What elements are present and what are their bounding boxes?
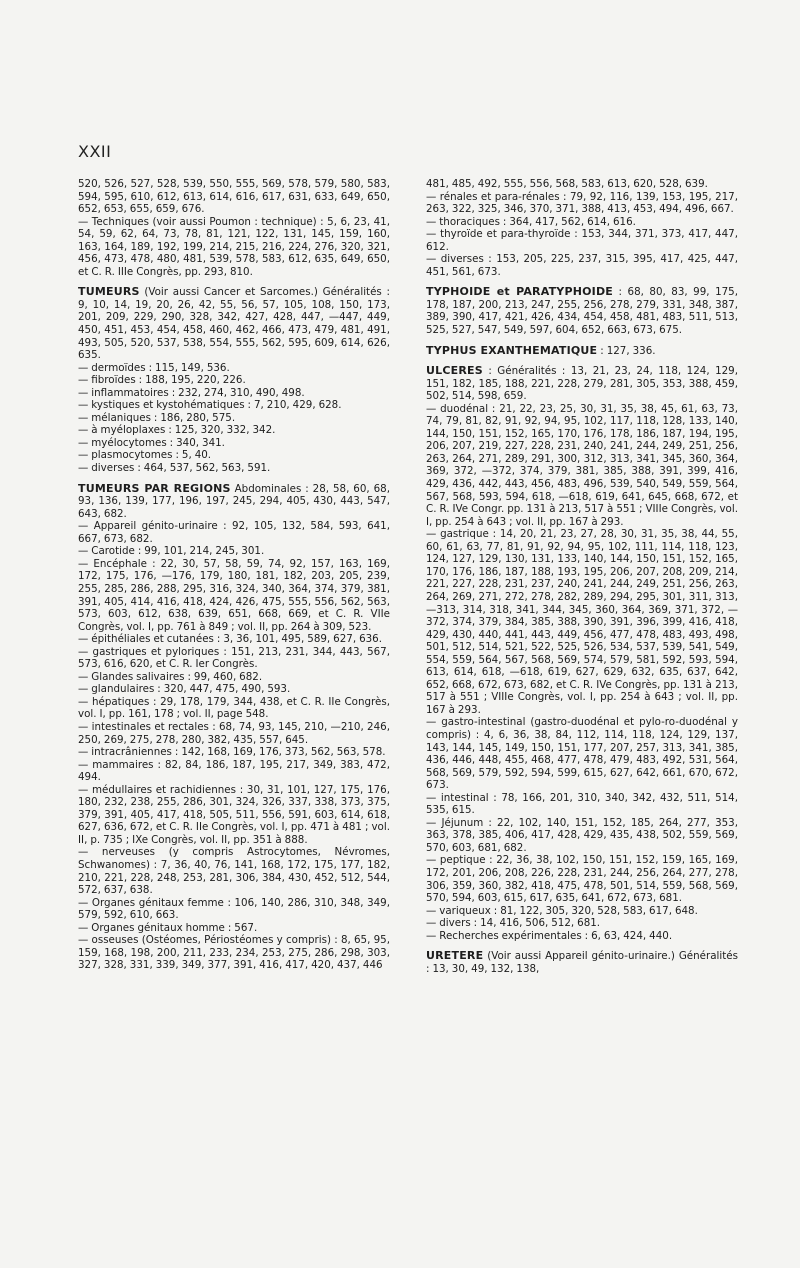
index-entry xyxy=(78,683,390,696)
entry-text: — kystiques et kystohématiques : 7, 210, 429, 628. xyxy=(78,399,342,412)
entry-text: — divers : 14, 416, 506, 512, 681. xyxy=(426,917,601,930)
entry-text: — Organes génitaux homme : 567. xyxy=(78,921,258,934)
index-entry xyxy=(426,917,738,930)
entry-text: — épithéliales et cutanées : 3, 36, 101, 495, 589, 627, 636. xyxy=(78,633,382,646)
entry-text: — rénales et para-rénales : 79, 92, 116, 139, 153, 195, 217, 263, 322, 325, 346, 370, 371, 388, 413, 453, 494, 496, 667. xyxy=(426,190,738,216)
entry-text: — nerveuses (y compris Astrocytomes, Névromes, Schwanomes) : 7, 36, 40, 76, 141, 168, 172, 175, 177, 182, 210, 221, 228, 248, 253, 281, 306, 384, 430, 452, 512, 544, 572, 637, 638. xyxy=(78,846,390,897)
index-entry xyxy=(78,646,390,671)
index-entry xyxy=(78,462,390,475)
index-entry xyxy=(426,792,738,817)
index-entry xyxy=(426,950,738,975)
entry-text: — mélaniques : 186, 280, 575. xyxy=(78,411,236,424)
entry-text: 481, 485, 492, 555, 556, 568, 583, 613, 620, 528, 639. xyxy=(426,178,708,190)
page-number: XXII xyxy=(78,142,112,161)
entry-text: — plasmocytomes : 5, 40. xyxy=(78,449,212,462)
entry-text: — diverses : 464, 537, 562, 563, 591. xyxy=(78,462,271,475)
index-entry xyxy=(78,721,390,746)
entry-text: — Encéphale : 22, 30, 57, 58, 59, 74, 92, 157, 163, 169, 172, 175, 176, —176, 179, 180, 181, 182, 203, 205, 239, 255, 285, 286, 288, 295, 316, 324, 340, 364, 374, 379, 381, 391, 405, 414, 416, 418, 424, 426, 475, 555, 556, 562, 563, 573, 603, 612, 638, 639, 651, 668, 669, et C. R. VIIe Congrès, vol. I, pp. 761 à 849 ; vol. II, pp. 264 à 309, 523. xyxy=(78,557,390,633)
entry-heading: TYPHUS EXANTHEMATIQUE xyxy=(426,343,598,357)
index-entry xyxy=(426,228,738,253)
index-entry xyxy=(78,387,390,400)
index-entry xyxy=(78,374,390,387)
index-entry xyxy=(78,424,390,437)
left-column xyxy=(78,178,390,975)
index-entry xyxy=(426,216,738,229)
index-entry xyxy=(78,759,390,784)
index-entry xyxy=(426,716,738,791)
entry-text: — Glandes salivaires : 99, 460, 682. xyxy=(78,670,263,683)
index-entry xyxy=(78,897,390,922)
index-entry xyxy=(426,365,738,403)
entry-text: — Jéjunum : 22, 102, 140, 151, 152, 185, 264, 277, 353, 363, 378, 385, 406, 417, 428, 429, 435, 438, 502, 559, 569, 570, 603, 681, 682. xyxy=(426,816,738,854)
index-entry xyxy=(78,746,390,759)
index-entry xyxy=(426,345,738,358)
entry-heading: TUMEURS PAR REGIONS xyxy=(78,481,231,495)
index-entry xyxy=(78,216,390,279)
index-entry xyxy=(426,930,738,943)
index-entry xyxy=(426,191,738,216)
entry-text: (Voir aussi Cancer et Sarcomes.) Généralités : 9, 10, 14, 19, 20, 26, 42, 55, 56, 57, 105, 108, 150, 173, 201, 209, 229, 290, 328, 342, 427, 428, 447, —447, 449, 450, 451, 453, 454, 458, 460, 462, 466, 473, 479, 481, 491, 493, 505, 520, 537, 538, 554, 555, 562, 595, 609, 614, 626, 635. xyxy=(78,286,390,362)
index-entry xyxy=(426,817,738,855)
index-entry xyxy=(426,253,738,278)
entry-heading: URETERE xyxy=(426,949,484,963)
entry-text: — Techniques (voir aussi Poumon : technique) : 5, 6, 23, 41, 54, 59, 62, 64, 73, 78, 81, 121, 122, 131, 145, 159, 160, 163, 164, 189, 192, 199, 214, 215, 216, 224, 276, 320, 321, 456, 473, 478, 480, 481, 539, 578, 583, 612, 635, 649, 650, et C. R. IIIe Congrès, pp. 293, 810. xyxy=(78,215,390,278)
entry-text: — Recherches expérimentales : 6, 63, 424, 440. xyxy=(426,929,673,942)
entry-text: — Carotide : 99, 101, 214, 245, 301. xyxy=(78,545,265,558)
index-entry xyxy=(426,905,738,918)
index-entry xyxy=(78,520,390,545)
entry-text: — gastrique : 14, 20, 21, 23, 27, 28, 30, 31, 35, 38, 44, 55, 60, 61, 63, 77, 81, 91, 92, 94, 95, 102, 111, 114, 118, 123, 124, 127, 129, 130, 131, 133, 140, 144, 150, 151, 152, 165, 170, 176, 186, 187, 188, 193, 195, 206, 207, 208, 209, 214, 221, 227, 228, 231, 237, 240, 241, 244, 249, 251, 256, 263, 264, 269, 271, 272, 278, 282, 289, 294, 295, 301, 311, 313, —313, 314, 318, 341, 344, 345, 360, 364, 369, 371, 372, —372, 374, 379, 384, 385, 388, 390, 391, 396, 399, 416, 418, 429, 430, 440, 441, 443, 449, 456, 477, 478, 483, 493, 498, 501, 512, 514, 521, 522, 525, 526, 534, 537, 539, 541, 549, 554, 559, 564, 567, 568, 569, 574, 579, 581, 592, 593, 594, 613, 614, 618, —618, 619, 627, 629, 632, 635, 637, 642, 652, 668, 672, 673, 682, et C. R. IVe Congrès, pp. 131 à 213, 517 à 551 ; VIIIe Congrès, vol. I, pp. 254 à 643 ; vol. II, pp. 167 à 293. xyxy=(426,528,738,716)
entry-text: (Voir aussi Appareil génito-urinaire.) Généralités : 13, 30, 49, 132, 138, xyxy=(426,950,739,975)
entry-heading: TYPHOIDE et PARATYPHOIDE xyxy=(426,285,614,299)
entry-text: — diverses : 153, 205, 225, 237, 315, 395, 417, 425, 447, 451, 561, 673. xyxy=(426,253,738,278)
entry-text: — myélocytomes : 340, 341. xyxy=(78,436,225,449)
entry-text: — glandulaires : 320, 447, 475, 490, 593. xyxy=(78,683,291,696)
entry-text: — à myéloplaxes : 125, 320, 332, 342. xyxy=(78,424,276,437)
entry-text: : Généralités : 13, 21, 23, 24, 118, 124, 129, 151, 182, 185, 188, 221, 228, 279, 281, 305, 353, 388, 459, 502, 514, 598, 659. xyxy=(426,365,738,403)
index-entry xyxy=(78,784,390,847)
entry-text: Abdominales : 28, 58, 60, 68, 93, 136, 139, 177, 196, 197, 245, 294, 405, 430, 443, 547, 643, 682. xyxy=(78,482,391,520)
entry-text: — Organes génitaux femme : 106, 140, 286, 310, 348, 349, 579, 592, 610, 663. xyxy=(78,896,390,922)
index-entry xyxy=(78,449,390,462)
entry-text: 520, 526, 527, 528, 539, 550, 555, 569, 578, 579, 580, 583, 594, 595, 610, 612, 613, 614, 616, 617, 631, 633, 649, 650, 652, 653, 655, 659, 676. xyxy=(78,178,390,216)
index-entry xyxy=(426,286,738,336)
entry-heading: ULCERES xyxy=(426,364,483,378)
entry-text: — intestinales et rectales : 68, 74, 93, 145, 210, —210, 246, 250, 269, 275, 278, 280, 382, 435, 557, 645. xyxy=(78,720,390,746)
index-entry xyxy=(78,545,390,558)
entry-text: — dermoïdes : 115, 149, 536. xyxy=(78,361,230,374)
index-entry xyxy=(78,178,390,216)
index-entry xyxy=(78,412,390,425)
entry-heading: TUMEURS xyxy=(78,285,140,299)
entry-text: — mammaires : 82, 84, 186, 187, 195, 217, 349, 383, 472, 494. xyxy=(78,758,390,784)
entry-text: — inflammatoires : 232, 274, 310, 490, 498. xyxy=(78,386,305,399)
entry-text: — médullaires et rachidiennes : 30, 31, 101, 127, 175, 176, 180, 232, 238, 255, 286, 301, 324, 326, 337, 338, 373, 375, 379, 391, 405, 417, 418, 505, 511, 556, 591, 603, 614, 618, 627, 636, 672, et C. R. IIe Congrès, vol. I, pp. 471 à 481 ; vol. II, p. 735 ; IXe Congrès, vol. II, pp. 351 à 888. xyxy=(78,783,390,846)
entry-text: — duodénal : 21, 22, 23, 25, 30, 31, 35, 38, 45, 61, 63, 73, 74, 79, 81, 82, 91, 92, 94, 95, 102, 117, 118, 128, 133, 140, 144, 150, 151, 152, 165, 170, 176, 178, 186, 187, 194, 195, 206, 207, 219, 227, 228, 231, 240, 241, 244, 249, 251, 256, 263, 264, 271, 289, 291, 300, 312, 313, 341, 345, 360, 364, 369, 372, —372, 374, 379, 381, 385, 388, 391, 399, 416, 429, 436, 442, 443, 456, 483, 496, 539, 540, 549, 559, 564, 567, 568, 593, 594, 618, —618, 619, 641, 645, 668, 672, et C. R. IVe Congr. pp. 131 à 213, 517 à 551 ; VIIIe Congrès, vol. I, pp. 254 à 643 ; vol. II, pp. 167 à 293. xyxy=(426,402,738,528)
index-entry xyxy=(78,846,390,896)
index-entry xyxy=(426,178,738,191)
entry-text: : 68, 80, 83, 99, 175, 178, 187, 200, 213, 247, 255, 256, 278, 279, 331, 348, 387, 389, 390, 417, 421, 426, 434, 454, 458, 481, 483, 511, 513, 525, 527, 547, 549, 597, 604, 652, 663, 673, 675. xyxy=(426,286,738,337)
entry-text: : 127, 336. xyxy=(600,344,656,357)
index-entry xyxy=(426,403,738,528)
index-entry xyxy=(78,934,390,972)
index-entry xyxy=(78,483,390,521)
index-columns xyxy=(78,178,738,975)
entry-text: — hépatiques : 29, 178, 179, 344, 438, et C. R. IIe Congrès, vol. I, pp. 161, 178 ; vol. II, page 548. xyxy=(78,695,390,721)
entry-text: — thyroïde et para-thyroïde : 153, 344, 371, 373, 417, 447, 612. xyxy=(426,228,738,253)
entry-text: — intestinal : 78, 166, 201, 310, 340, 342, 432, 511, 514, 535, 615. xyxy=(426,791,738,817)
index-entry xyxy=(78,696,390,721)
entry-text: — fibroïdes : 188, 195, 220, 226. xyxy=(78,374,246,387)
entry-text: — thoraciques : 364, 417, 562, 614, 616. xyxy=(426,215,636,228)
entry-text: — osseuses (Ostéomes, Périostéomes y compris) : 8, 65, 95, 159, 168, 198, 200, 211, 233, 234, 253, 275, 286, 298, 303, 327, 328, 331, 339, 349, 377, 391, 416, 417, 420, 437, 446 xyxy=(78,934,390,972)
entry-text: — peptique : 22, 36, 38, 102, 150, 151, 152, 159, 165, 169, 172, 201, 206, 208, 226, 228, 231, 244, 256, 264, 277, 278, 306, 359, 360, 382, 418, 475, 478, 501, 514, 559, 568, 569, 570, 594, 603, 615, 617, 635, 641, 672, 673, 681. xyxy=(426,854,738,905)
entry-text: — gastro-intestinal (gastro-duodénal et pylo-ro-duodénal y compris) : 4, 6, 36, 38, 84, 112, 114, 118, 124, 129, 137, 143, 144, 145, 149, 150, 151, 177, 207, 257, 313, 341, 385, 436, 446, 448, 455, 468, 477, 478, 479, 483, 492, 531, 564, 568, 569, 579, 592, 594, 599, 615, 627, 642, 661, 670, 672, 673. xyxy=(426,716,738,792)
index-entry xyxy=(78,671,390,684)
index-entry xyxy=(426,854,738,904)
right-column xyxy=(426,178,738,975)
entry-text: — Appareil génito-urinaire : 92, 105, 132, 584, 593, 641, 667, 673, 682. xyxy=(78,520,390,545)
index-entry xyxy=(78,558,390,633)
index-entry xyxy=(78,437,390,450)
index-entry xyxy=(78,922,390,935)
index-entry xyxy=(78,286,390,361)
entry-text: — gastriques et pyloriques : 151, 213, 231, 344, 443, 567, 573, 616, 620, et C. R. Ier Congrès. xyxy=(78,645,390,671)
index-entry xyxy=(78,399,390,412)
entry-text: — variqueux : 81, 122, 305, 320, 528, 583, 617, 648. xyxy=(426,904,698,917)
index-entry xyxy=(78,633,390,646)
index-entry xyxy=(78,362,390,375)
index-entry xyxy=(426,528,738,716)
entry-text: — intracrâniennes : 142, 168, 169, 176, 373, 562, 563, 578. xyxy=(78,746,386,759)
